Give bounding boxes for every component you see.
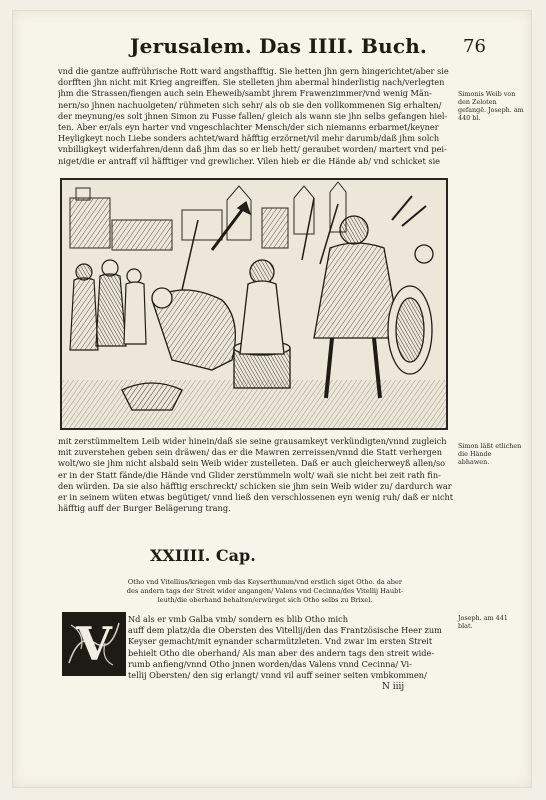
text-line: nern/so jhnen nachuolgeten/ rühmeten sich sehr/ als ob sie den vollkommenen Sig erhalten/ bbox=[58, 99, 442, 110]
text-line: Heyligkeyt noch Liebe sonders achtet/ward häfftig erzörnet/vil mehr darumb/daß jhm solch bbox=[58, 133, 440, 144]
margin-note-1: Simonis Weib von den Zeloten gefangē. Joseph. am 440 bl. bbox=[458, 90, 524, 122]
running-title: Jerusalem. Das IIII. Buch. bbox=[130, 34, 428, 58]
chapter-heading: XXIIII. Cap. bbox=[150, 546, 256, 565]
header bbox=[0, 34, 546, 64]
text-line: vnbilligkeyt widerfahren/denn daß jhm das so er lieb hett/ geraubet worden/ martert vnd pei- bbox=[58, 144, 447, 155]
text-line: mit zuverstehen geben sein dräwen/ das er die Mawren zerreissen/vnnd die Statt verhergen bbox=[58, 447, 442, 458]
text-line: häfftig auff der Burger Belägerung trang. bbox=[58, 503, 231, 514]
text-line: den würden. Da sie also häfftig erschreckt/ schicken sie jhm sein Weib wider zu/ dardurch war bbox=[58, 480, 452, 491]
text-line: ten. Aber er/als eyn harter vnd vngeschlachter Mensch/der sich niemanns erbarmet/keyner bbox=[58, 122, 439, 133]
text-line: auff dem platz/da die Obersten des Vitellij/den das Frantzösische Heer zum bbox=[128, 625, 442, 636]
text-line: wolt/wo sie jhm nicht alsbald sein Weib wider zustelleten. Daß er auch gleicherweyß allen/so bbox=[58, 458, 446, 469]
text-line: er in seinem wüten etwas begütiget/ vnnd ließ den verschlossenen eyn wenig ruh/ daß er nicht bbox=[58, 492, 454, 503]
text-line: niget/die er antraff vil häfftiger vnd grewlicher. Vilen hieb er die Hände ab/ vnd schicket sie bbox=[58, 155, 441, 166]
chapter-summary bbox=[90, 578, 440, 605]
page-number: 76 bbox=[463, 36, 486, 57]
initial-letter: V bbox=[76, 617, 112, 671]
text-line: mit zerstümmeltem Leib wider hinein/daß sie seine grausamkeyt verkündigten/vnnd zugleich bbox=[58, 436, 447, 446]
text-line: behielt Otho die oberhand/ Als man aber des andern tags den streit wide- bbox=[128, 647, 435, 658]
decorated-initial bbox=[62, 612, 126, 676]
text-line: Keyser gemacht/mit eynander scharmützleten. Vnd zwar im ersten Streit bbox=[128, 636, 433, 647]
woodcut-illustration bbox=[60, 178, 448, 430]
text-line: tellij Obersten/ den sig erlangt/ vnnd vil auff seiner seiten vmbkommen/ bbox=[128, 670, 427, 681]
summary-line: des andern tags der Streit wider angangen/ Valens vnd Cecinna/des Vitellij Haubt- bbox=[126, 587, 404, 595]
text-line: rumb anfieng/vnnd Otho jnnen worden/das Valens vnnd Cecinna/ Vi- bbox=[128, 658, 412, 669]
text-line: vnd die gantze auffrührische Rott ward angsthafftig. Sie hetten jhn gern hingerichtet/aber sie bbox=[58, 66, 449, 76]
text-line: jhm die Strassen/fiengen auch sein Eheweib/sambt jhrem Frawenzimmer/vnd wenig Män- bbox=[58, 88, 432, 99]
margin-note-3: Joseph. am 441 blat. bbox=[458, 614, 508, 630]
text-line: dorfften jhn nicht mit Krieg angreiffen. Sie stelleten jhm abermal hinderlistig nach/verlegten bbox=[58, 77, 445, 88]
signature-mark: N iiij bbox=[382, 682, 405, 692]
summary-line: Otho vnd Vitellius/kriegen vmb das Keyserthumm/vnd erstlich siget Otho. da aber bbox=[127, 578, 403, 586]
text-block-lower bbox=[128, 614, 454, 681]
woodcut-scene bbox=[62, 180, 446, 428]
margin-note-2: Simon läßt etlichen die Hände abhawen. bbox=[458, 442, 522, 466]
summary-line: leuth/die oberhand behalten/erwürget sich Otho selbs zu Brixel. bbox=[157, 596, 373, 604]
text-block-upper bbox=[58, 66, 456, 167]
text-line: der meynung/es solt jhnen Simon zu Fusse fallen/ gleich als wann sie jhn selbs gefangen hiel- bbox=[58, 110, 448, 121]
soldiers-left bbox=[70, 260, 146, 350]
text-line: er in der Statt fände/die Hände vnd Glider zerstümmeln wolt/ wañ sie nicht bei zeit rath fin- bbox=[58, 469, 441, 480]
text-line: Nd als er vmb Galba vmb/ sondern es blib Otho mich bbox=[128, 614, 348, 624]
text-block-middle bbox=[58, 436, 456, 514]
